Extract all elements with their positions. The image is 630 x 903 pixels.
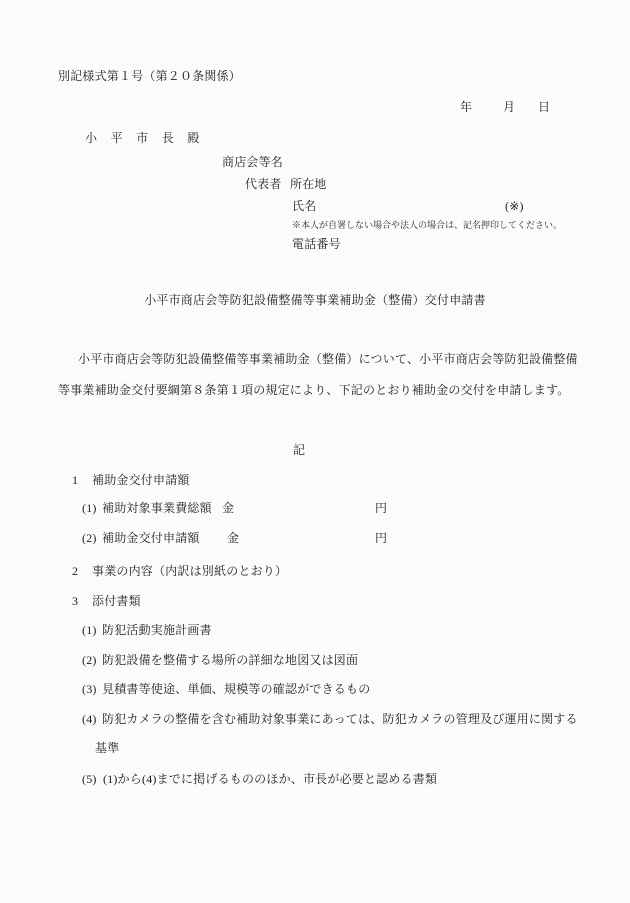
representative-label: 代表者	[245, 177, 282, 191]
item3-text: 添付書類	[92, 594, 141, 608]
attachment4-text-continued: 基準	[95, 741, 120, 755]
attachment5-text: (1)から(4)までに掲げるもののほか、市長が必要と認める書類	[103, 772, 438, 786]
org-name-label: 商店会等名	[222, 155, 284, 169]
amount2-number: (2)	[82, 531, 97, 545]
item1-text: 補助金交付申請額	[92, 473, 190, 487]
addressee: 小 平 市 長 殿	[85, 131, 201, 145]
attachment2-number: (2)	[82, 653, 97, 667]
item3-number: 3	[72, 594, 79, 608]
phone-label: 電話番号	[292, 237, 341, 251]
attachment3-number: (3)	[82, 682, 97, 696]
attachment5-number: (5)	[82, 772, 97, 786]
item2-text: 事業の内容（内訳は別紙のとおり）	[92, 564, 288, 578]
amount2-label: 補助金交付申請額	[102, 531, 200, 545]
amount2-currency-prefix: 金	[227, 531, 240, 545]
attachment4-text: 防犯カメラの整備を含む補助対象事業にあっては、防犯カメラの管理及び運用に関する	[102, 712, 578, 726]
item1-number: 1	[72, 473, 79, 487]
seal-note: ※本人が自署しない場合や法人の場合は、記名押印してください。	[292, 220, 563, 230]
name-label: 氏名	[292, 199, 317, 213]
form-number: 別記様式第１号（第２０条関係）	[58, 69, 242, 83]
attachment4-number: (4)	[82, 712, 97, 726]
date-month-label: 月	[503, 100, 516, 114]
item2-number: 2	[72, 564, 79, 578]
date-year-label: 年	[460, 100, 473, 114]
seal-mark: (※)	[505, 199, 524, 213]
attachment3-text: 見積書等使途、単価、規模等の確認ができるもの	[102, 682, 371, 696]
amount1-number: (1)	[82, 501, 97, 515]
attachment1-text: 防犯活動実施計画書	[102, 623, 212, 637]
amount1-currency-prefix: 金	[222, 501, 235, 515]
body-paragraph-line2: 等事業補助金交付要綱第８条第１項の規定により、下記のとおり補助金の交付を申請します。	[58, 383, 570, 397]
address-label: 所在地	[290, 177, 327, 191]
amount1-label: 補助対象事業費総額	[102, 501, 212, 515]
record-heading: 記	[293, 443, 306, 457]
amount2-currency-suffix: 円	[375, 531, 388, 545]
body-paragraph-line1: 小平市商店会等防犯設備整備等事業補助金（整備）について、小平市商店会等防犯設備整備	[78, 352, 578, 366]
attachment2-text: 防犯設備を整備する場所の詳細な地図又は図面	[102, 653, 359, 667]
amount1-currency-suffix: 円	[375, 501, 388, 515]
date-day-label: 日	[538, 100, 551, 114]
document-title: 小平市商店会等防犯設備整備等事業補助金（整備）交付申請書	[144, 293, 486, 307]
attachment1-number: (1)	[82, 623, 97, 637]
